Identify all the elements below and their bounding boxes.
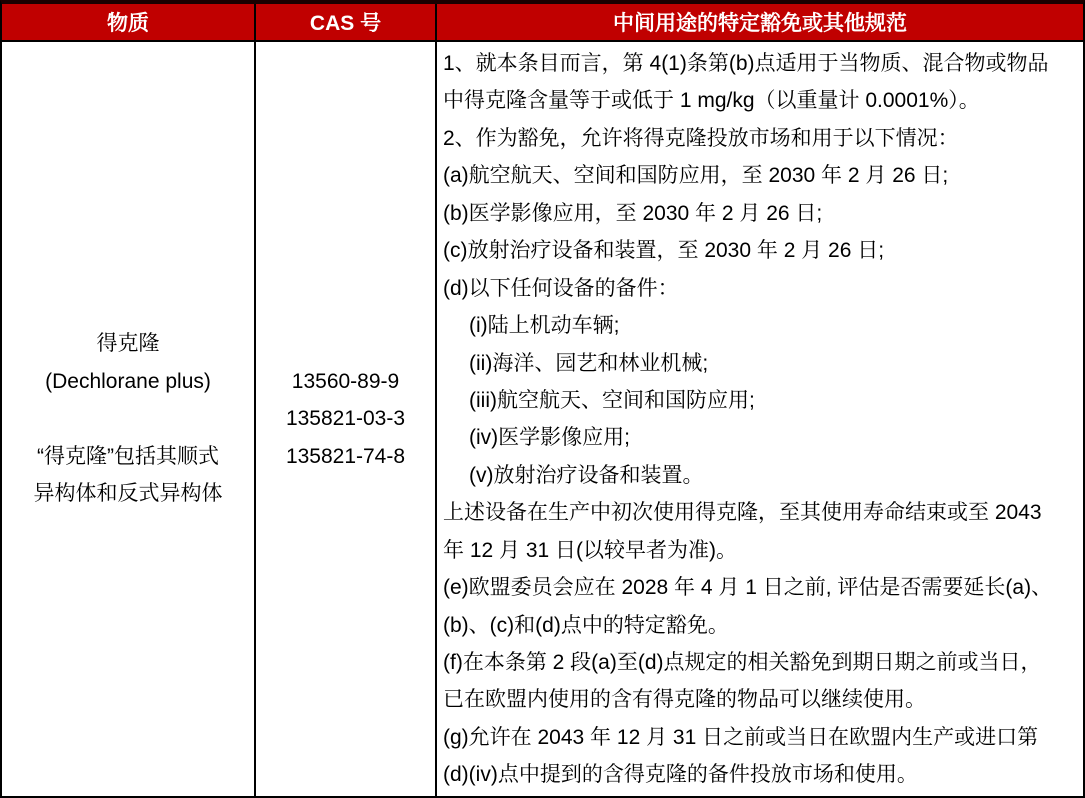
exemption-line: (iv)医学影像应用; <box>469 426 630 450</box>
exemption-line: (iii)航空航天、空间和国防应用; <box>469 388 755 412</box>
substance-cell <box>2 42 256 796</box>
substance-line <box>125 400 131 438</box>
exemption-line: (ii)海洋、园艺和林业机械; <box>469 351 709 375</box>
exemption-line: 上述设备在生产中初次使用得克隆，至其使用寿命结束或至 2043 <box>443 501 1042 525</box>
header-exemption-label: 中间用途的特定豁免或其他规范 <box>613 12 907 35</box>
cas-cell <box>256 42 437 796</box>
substance-lines <box>2 42 254 796</box>
header-cell-exemption <box>437 4 1083 42</box>
header-cas-label: CAS 号 <box>309 12 382 35</box>
header-cell-substance <box>2 4 256 42</box>
substance-line: 得克隆 <box>96 332 160 356</box>
exemption-line: 已在欧盟内使用的含有得克隆的物品可以继续使用。 <box>443 688 926 712</box>
exemption-line: (d)以下任何设备的备件： <box>443 276 679 300</box>
cas-number: 13560-89-9 <box>291 369 400 393</box>
header-cell-cas <box>256 4 437 42</box>
substance-line: (Dechlorane plus) <box>45 369 211 393</box>
exemption-line: 年 12 月 31 日(以较早者为准)。 <box>443 538 738 562</box>
substance-line: “得克隆”包括其顺式 <box>37 444 219 468</box>
exemption-line: (g)允许在 2043 年 12 月 31 日之前或当日在欧盟内生产或进口第 <box>443 725 1039 749</box>
exemption-line: (f)在本条第 2 段(a)至(d)点规定的相关豁免到期日期之前或当日， <box>443 651 1042 674</box>
exemption-line: (v)放射治疗设备和装置。 <box>469 463 704 487</box>
cas-number: 135821-03-3 <box>285 407 406 431</box>
header-substance-label: 物质 <box>107 12 149 35</box>
exemption-line: (a)航空航天、空间和国防应用，至 2030 年 2 月 26 日; <box>443 164 949 188</box>
exemption-line: (d)(iv)点中提到的含得克隆的备件投放市场和使用。 <box>443 763 918 787</box>
exemption-line: 1、就本条目而言，第 4(1)条第(b)点适用于当物质、混合物或物品 <box>443 52 1049 75</box>
exemption-line: (i)陆上机动车辆; <box>469 314 620 338</box>
exemption-line: (e)欧盟委员会应在 2028 年 4 月 1 日之前, 评估是否需要延长(a)、 <box>443 576 1053 600</box>
exemption-line: (c)放射治疗设备和装置，至 2030 年 2 月 26 日; <box>443 239 885 263</box>
exemption-line: 中得克隆含量等于或低于 1 mg/kg（以重量计 0.0001%）。 <box>443 89 980 113</box>
exemption-line: (b)医学影像应用，至 2030 年 2 月 26 日; <box>443 201 823 225</box>
exemption-line: 2、作为豁免，允许将得克隆投放市场和用于以下情况： <box>443 126 959 150</box>
cas-numbers <box>256 42 435 796</box>
cas-number: 135821-74-8 <box>285 444 406 468</box>
exemption-cell <box>437 42 1083 796</box>
substance-line: 异构体和反式异构体 <box>33 482 223 506</box>
exemption-line: (b)、(c)和(d)点中的特定豁免。 <box>443 613 729 637</box>
